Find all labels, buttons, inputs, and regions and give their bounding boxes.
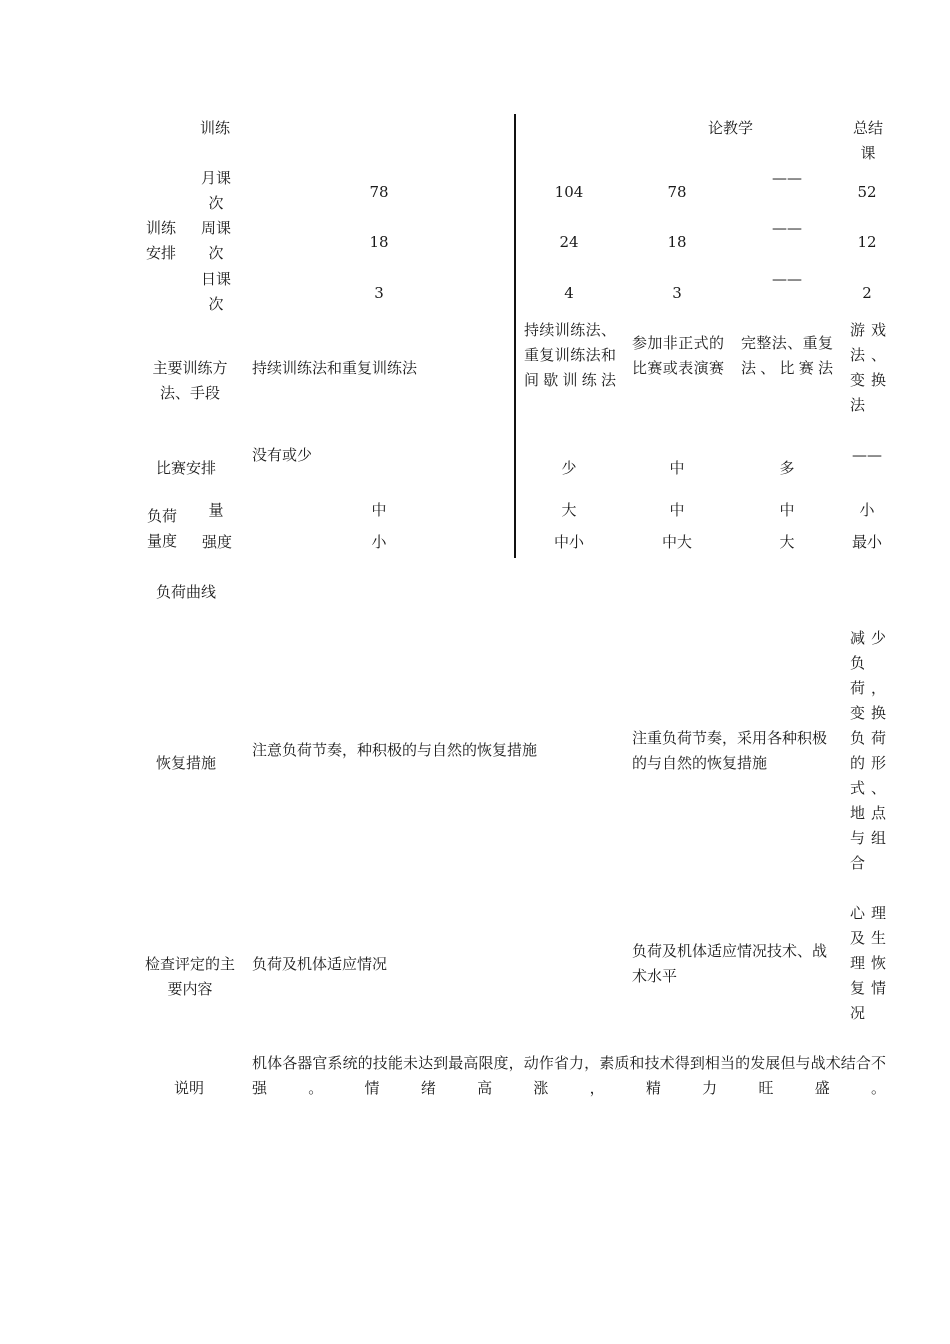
note-label: 说明: [174, 1079, 205, 1097]
intensity-label: 强度: [201, 533, 232, 551]
volume-v4: 中: [779, 501, 795, 519]
evaluation-v3: 负荷及机体适应情况技术、战术水平: [632, 942, 828, 985]
volume-v1: 中: [371, 501, 387, 519]
methods-v1: 持续训练法和重复训练法: [252, 359, 418, 377]
daily-v4: ——: [772, 270, 802, 288]
weekly-v3: 18: [667, 233, 687, 251]
intensity-v3: 中大: [661, 533, 692, 551]
competition-v3: 中: [669, 459, 685, 477]
methods-v3: 参加非正式的比赛或表演赛: [632, 334, 724, 377]
daily-v1: 3: [374, 284, 384, 302]
monthly-v1: 78: [369, 183, 389, 201]
weekly-v4: ——: [772, 219, 802, 237]
note-text: 机体各器官系统的技能未达到最高限度，动作省力，素质和技术得到相当的发展但与战术结合不强。情绪高涨，精力旺盛。: [252, 1054, 886, 1097]
methods-v4: 完整法、重复法、比赛法: [741, 334, 833, 377]
competition-v1: 没有或少: [252, 446, 313, 464]
competition-v2: 少: [561, 459, 577, 477]
volume-v3: 中: [669, 501, 685, 519]
volume-v2: 大: [561, 501, 577, 519]
monthly-v3: 78: [667, 183, 687, 201]
evaluation-v5: 心理及生理恢复情况: [850, 904, 886, 1022]
load-label: 负荷量度: [146, 507, 177, 550]
weekly-label: 周课次: [200, 219, 231, 262]
daily-v3: 3: [672, 284, 682, 302]
curve-label: 负荷曲线: [156, 583, 217, 601]
column-divider: [514, 114, 516, 558]
monthly-v5: 52: [857, 183, 877, 201]
daily-v5: 2: [862, 284, 872, 302]
training-label: 训练: [200, 119, 231, 137]
recovery-label: 恢复措施: [156, 754, 217, 772]
monthly-label: 月课次: [200, 169, 231, 212]
schedule-label: 训练安排: [145, 219, 176, 262]
methods-v2: 持续训练法、重复训练法和间歇训练法: [524, 321, 616, 389]
daily-v2: 4: [564, 284, 574, 302]
intensity-v5: 最小: [851, 533, 882, 551]
weekly-v1: 18: [369, 233, 389, 251]
intensity-v2: 中小: [553, 533, 584, 551]
monthly-v2: 104: [554, 183, 584, 201]
intensity-v1: 小: [371, 533, 387, 551]
training-teaching: 论教学: [708, 119, 754, 137]
weekly-v5: 12: [857, 233, 877, 251]
evaluation-v1: 负荷及机体适应情况: [252, 955, 388, 973]
monthly-v4: ——: [772, 169, 802, 187]
competition-v5: ——: [852, 446, 882, 464]
intensity-v4: 大: [779, 533, 795, 551]
recovery-v5: 减少负荷，变换负荷的形式、地点与组合: [850, 629, 886, 872]
competition-label: 比赛安排: [156, 459, 217, 477]
methods-v5: 游戏法、变换法: [850, 321, 886, 414]
methods-label: 主要训练方法、手段: [152, 359, 228, 402]
volume-v5: 小: [859, 501, 875, 519]
recovery-v3: 注重负荷节奏，采用各种积极的与自然的恢复措施: [632, 729, 828, 772]
volume-label: 量: [208, 501, 224, 519]
weekly-v2: 24: [559, 233, 579, 251]
recovery-v1: 注意负荷节奏，种积极的与自然的恢复措施: [252, 741, 538, 759]
daily-label: 日课次: [200, 270, 231, 313]
evaluation-label: 检查评定的主要内容: [144, 955, 235, 998]
training-summary: 总结课: [852, 119, 883, 162]
competition-v4: 多: [779, 459, 795, 477]
